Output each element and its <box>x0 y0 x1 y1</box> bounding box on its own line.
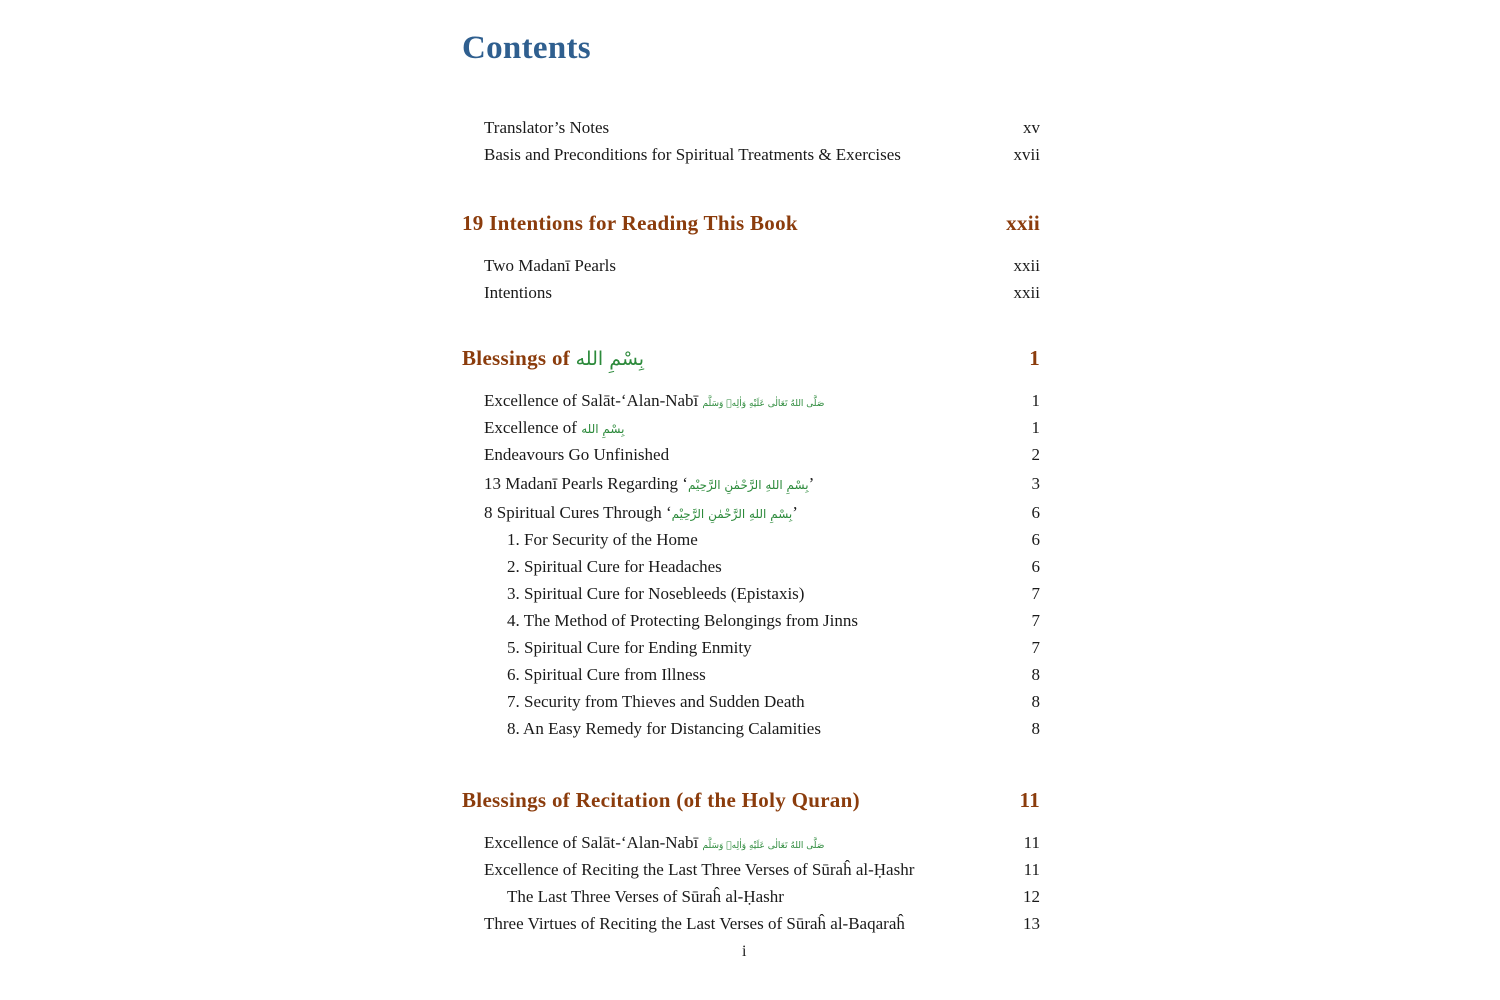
toc-entry[interactable] <box>462 441 1040 468</box>
section-heading[interactable] <box>462 785 1040 815</box>
entry-page: 8 <box>1031 665 1040 684</box>
contents-page <box>462 0 1040 1000</box>
toc-entry[interactable] <box>462 856 1040 883</box>
quote-close: ’ <box>792 503 798 522</box>
bismillah-arabic: بِسْمِ الله <box>581 422 625 436</box>
section-title-text: Blessings of <box>462 346 571 370</box>
entry-page: xvii <box>1013 145 1040 164</box>
entry-page: 7 <box>1031 584 1040 603</box>
quote-close: ’ <box>808 474 815 493</box>
toc-entry[interactable] <box>462 279 1040 306</box>
section-page: xxii <box>1006 211 1040 235</box>
toc-subentry[interactable] <box>462 715 1040 742</box>
entry-label: Endeavours Go Unfinished <box>484 445 670 464</box>
front-matter <box>462 114 1040 168</box>
entry-page: 1 <box>1031 418 1040 437</box>
entry-label-text: Excellence of <box>484 418 577 437</box>
section-entries <box>462 387 1040 742</box>
entry-page: 13 <box>1023 914 1040 933</box>
entry-label: Translator’s Notes <box>484 118 610 137</box>
toc-subentry[interactable] <box>462 526 1040 553</box>
entry-page: 1 <box>1031 391 1040 410</box>
toc-entry[interactable] <box>462 114 1040 141</box>
entry-label: 5. Spiritual Cure for Ending Enmity <box>507 638 752 657</box>
entry-label: Basis and Preconditions for Spiritual Treatments & Exercises <box>484 145 901 164</box>
section-title <box>462 343 644 374</box>
page-number: i <box>742 943 747 960</box>
toc-entry[interactable] <box>462 141 1040 168</box>
section-title: Blessings of Recitation (of the Holy Quran) <box>462 788 860 812</box>
entry-page: 7 <box>1031 611 1040 630</box>
entry-label: Three Virtues of Reciting the Last Verses of Sūraĥ al-Baqaraĥ <box>484 914 905 933</box>
section-recitation <box>462 785 1040 937</box>
entry-page: 12 <box>1023 887 1040 906</box>
entry-page: 11 <box>1023 860 1040 879</box>
toc-subentry[interactable] <box>462 607 1040 634</box>
entry-label-text: Excellence of Salāt-‘Alan-Nabī <box>484 833 699 852</box>
entry-page: 6 <box>1031 530 1040 549</box>
section-title: 19 Intentions for Reading This Book <box>462 211 798 235</box>
entry-label: 1. For Security of the Home <box>507 530 698 549</box>
section-heading[interactable] <box>462 208 1040 238</box>
entry-label <box>484 468 814 501</box>
section-page: 1 <box>1029 346 1040 370</box>
bismillah-full-arabic: بِسْمِ اللهِ الرَّحْمٰنِ الرَّحِيْم <box>671 507 793 521</box>
entry-label: 3. Spiritual Cure for Nosebleeds (Epistaxis) <box>507 584 805 603</box>
toc-subentry[interactable] <box>462 661 1040 688</box>
entry-label-text: 8 Spiritual Cures Through <box>484 503 662 522</box>
entry-page: 6 <box>1031 503 1040 522</box>
front-matter-list <box>462 114 1040 168</box>
entry-label <box>484 414 624 443</box>
entry-page: xv <box>1023 118 1040 137</box>
entry-label: 7. Security from Thieves and Sudden Death <box>507 692 805 711</box>
bismillah-full-arabic: بِسْمِ اللهِ الرَّحْمٰنِ الرَّحِيْم <box>687 478 809 492</box>
entry-label-text: Excellence of Salāt-‘Alan-Nabī <box>484 391 699 410</box>
entry-label: Intentions <box>484 283 552 302</box>
section-entries <box>462 252 1040 306</box>
toc-entry[interactable] <box>462 468 1040 499</box>
entry-label: 2. Spiritual Cure for Headaches <box>507 557 722 576</box>
entry-page: 8 <box>1031 719 1040 738</box>
entry-page: 2 <box>1031 445 1040 464</box>
salutation-arabic: صَلَّى اللهُ تَعَالٰى عَلَيْهِ وَاٰلِهٖ وَسَلَّم <box>702 399 825 409</box>
toc-entry[interactable] <box>462 499 1040 526</box>
entry-label <box>484 499 798 528</box>
entry-page: xxii <box>1013 256 1040 275</box>
entry-label: 8. An Easy Remedy for Distancing Calamities <box>507 719 821 738</box>
entry-label-text: 13 Madanī Pearls Regarding <box>484 474 679 493</box>
entry-page: 8 <box>1031 692 1040 711</box>
bismillah-arabic: بِسْمِ الله <box>575 348 645 370</box>
toc-subentry[interactable] <box>462 883 1040 910</box>
entry-label: 6. Spiritual Cure from Illness <box>507 665 706 684</box>
entry-label: 4. The Method of Protecting Belongings from Jinns <box>507 611 858 630</box>
toc-subentry[interactable] <box>462 688 1040 715</box>
toc-entry[interactable] <box>462 910 1040 937</box>
entry-label: Excellence of Reciting the Last Three Verses of Sūraĥ al-Ḥashr <box>484 860 915 879</box>
toc-entry[interactable] <box>462 252 1040 279</box>
quote-open: ‘ <box>665 503 672 522</box>
toc-entry[interactable] <box>462 387 1040 414</box>
section-intentions <box>462 208 1040 306</box>
page-title: Contents <box>462 30 591 66</box>
entry-page: 6 <box>1031 557 1040 576</box>
toc-subentry[interactable] <box>462 580 1040 607</box>
entry-label: Two Madanī Pearls <box>484 256 616 275</box>
toc-subentry[interactable] <box>462 553 1040 580</box>
toc-entry[interactable] <box>462 829 1040 856</box>
section-entries <box>462 829 1040 937</box>
salutation-arabic: صَلَّى اللهُ تَعَالٰى عَلَيْهِ وَاٰلِهٖ وَسَلَّم <box>702 841 825 851</box>
toc-entry[interactable] <box>462 414 1040 441</box>
entry-page: xxii <box>1013 283 1040 302</box>
section-bismillah <box>462 343 1040 742</box>
entry-page: 3 <box>1031 474 1040 493</box>
entry-page: 7 <box>1031 638 1040 657</box>
section-page: 11 <box>1019 788 1040 812</box>
entry-page: 11 <box>1023 833 1040 852</box>
section-heading[interactable] <box>462 343 1040 373</box>
entry-label: The Last Three Verses of Sūraĥ al-Ḥashr <box>507 887 784 906</box>
quote-open: ‘ <box>682 474 688 493</box>
toc-subentry[interactable] <box>462 634 1040 661</box>
